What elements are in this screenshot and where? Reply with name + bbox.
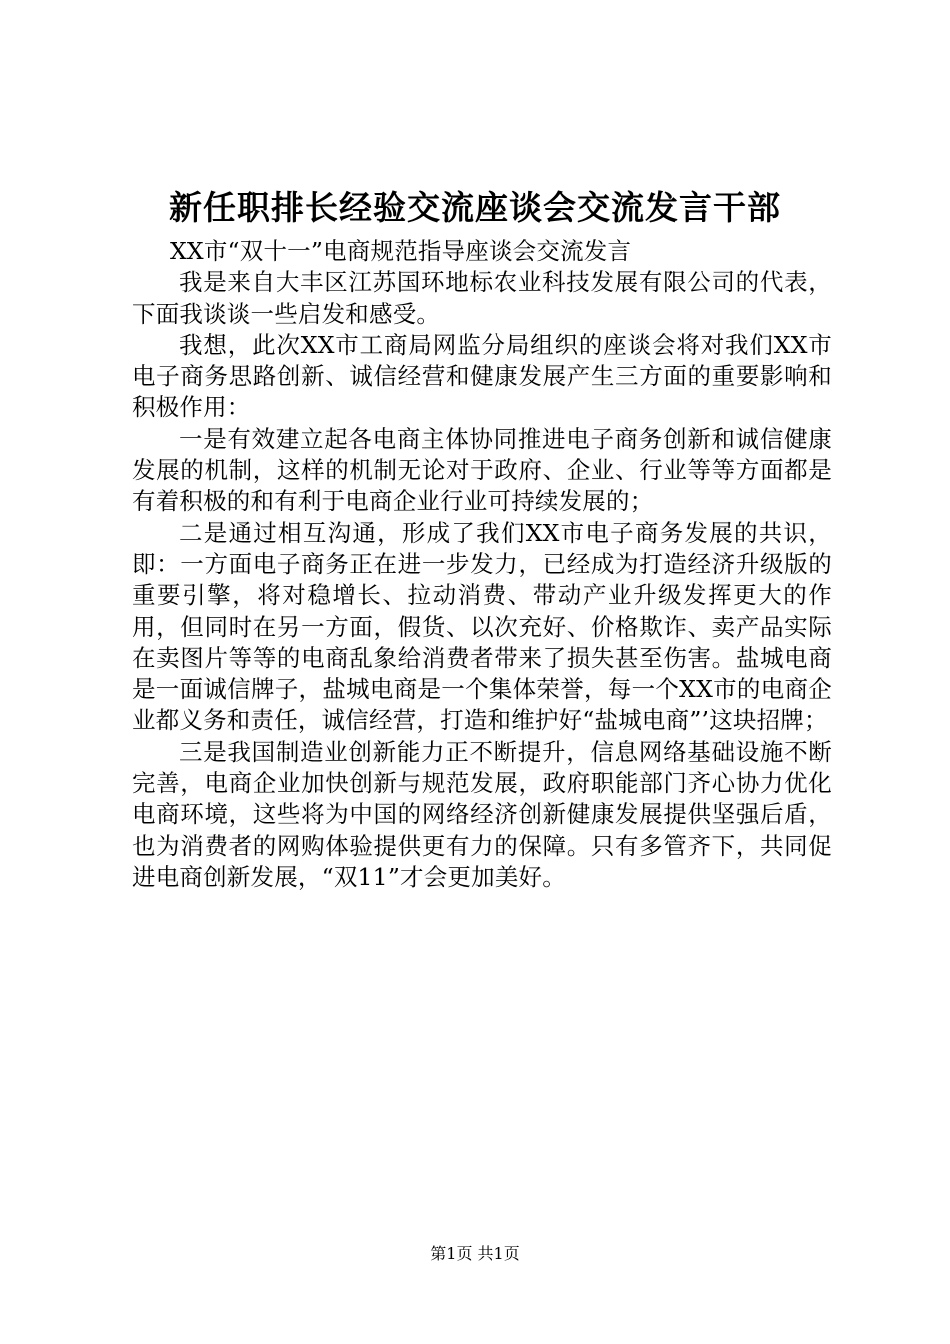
paragraph-intro: 我是来自大丰区江苏国环地标农业科技发展有限公司的代表，下面我谈谈一些启发和感受。 xyxy=(132,268,832,328)
paragraph-point-two: 二是通过相互沟通，形成了我们XX市电子商务发展的共识，即：一方面电子商务正在进一步发力，已经成为打造经济升级版的重要引擎，将对稳增长、拉动消费、带动产业升级发挥更大的作用，但同时在另一方面，假货、以次充好、价格欺诈、卖产品实际在卖图片等等的电商乱象给消费者带来了损失甚至伤害。盐城电商是一面诚信牌子，盐城电商是一个集体荣誉，每一个XX市的电商企业都义务和责任，诚信经营，打造和维护好“盐城电商”’这块招牌； xyxy=(132,518,832,735)
document-subtitle: XX市“双十一”电商规范指导座谈会交流发言 xyxy=(170,237,632,265)
page-total: 共1页 xyxy=(477,1244,520,1263)
paragraph-overview: 我想，此次XX市工商局网监分局组织的座谈会将对我们XX市电子商务思路创新、诚信经营和健康发展产生三方面的重要影响和积极作用： xyxy=(132,330,832,422)
document-body xyxy=(132,236,832,893)
document-title: 新任职排长经验交流座谈会交流发言干部 xyxy=(169,188,781,227)
page-number: 第1页 xyxy=(430,1244,473,1263)
page-footer xyxy=(0,1244,950,1264)
paragraph-point-three: 三是我国制造业创新能力正不断提升，信息网络基础设施不断完善，电商企业加快创新与规范发展，政府职能部门齐心协力优化电商环境，这些将为中国的网络经济创新健康发展提供坚强后盾，也为消费者的网购体验提供更有力的保障。只有多管齐下，共同促进电商创新发展，“双11”才会更加美好。 xyxy=(132,737,832,891)
paragraph-point-one: 一是有效建立起各电商主体协同推进电子商务创新和诚信健康发展的机制，这样的机制无论对于政府、企业、行业等等方面都是有着积极的和有利于电商企业行业可持续发展的； xyxy=(132,424,832,516)
